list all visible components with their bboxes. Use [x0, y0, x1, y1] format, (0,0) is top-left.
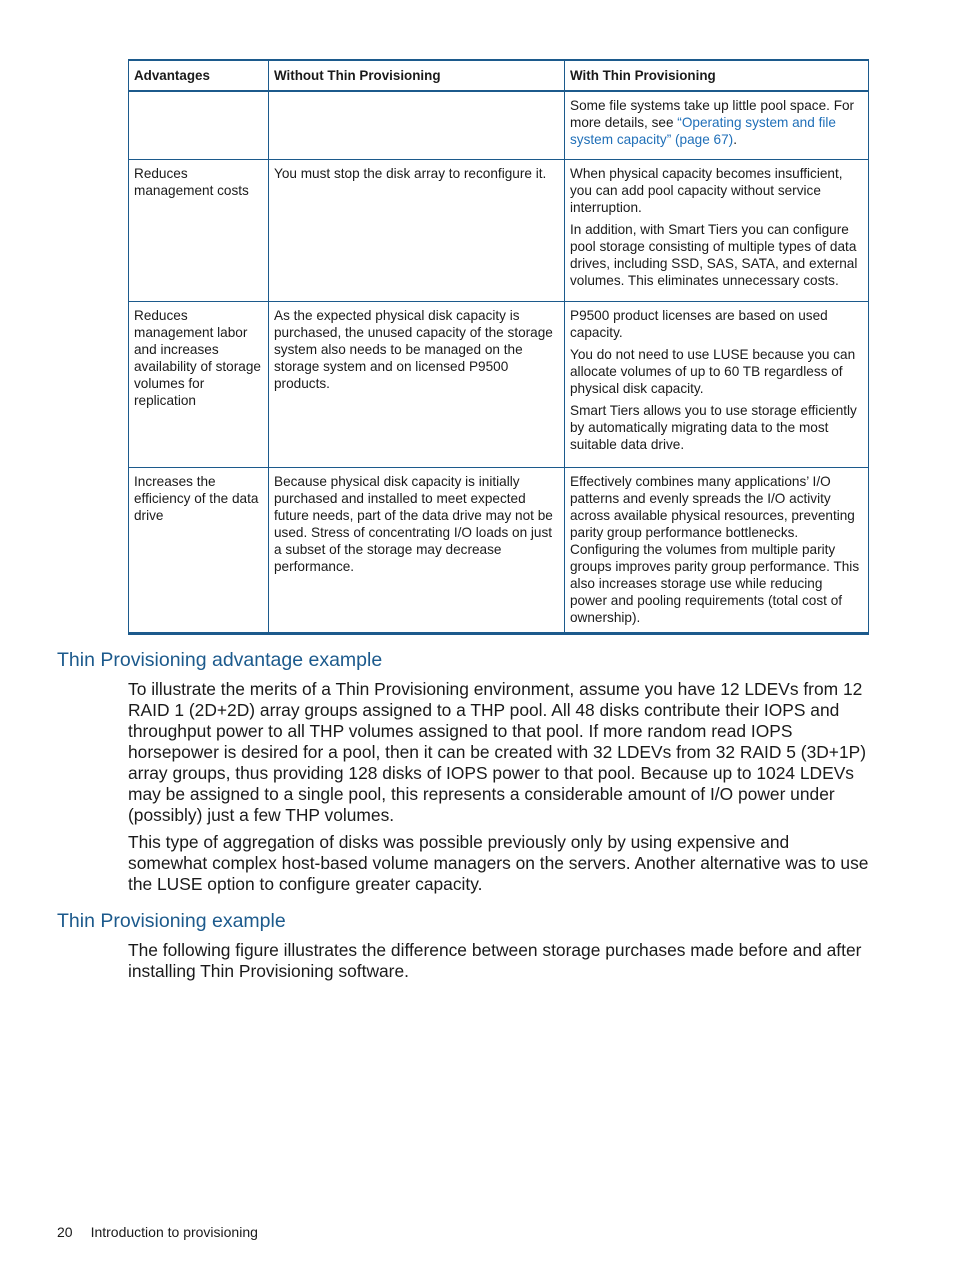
page-footer [57, 1222, 258, 1242]
with-paragraph: P9500 product licenses are based on used capacity. [570, 307, 828, 340]
with-paragraph: Smart Tiers allows you to use storage efficiently by automatically migrating data to the most suitable data drive. [570, 402, 857, 452]
cross-reference-link[interactable]: “Operating system and file system capacity” (page 67) [570, 115, 836, 147]
with-cell [565, 467, 869, 633]
table-row [129, 91, 869, 159]
advantage-cell: Reduces management labor and increases availability of storage volumes for replication [129, 301, 269, 467]
section-heading-example: Thin Provisioning example [57, 910, 286, 932]
with-paragraph: Effectively combines many applications’ I/O patterns and evenly spreads the I/O activity across available physical resources, preventing parity group performance bottlenecks. Configuring the volumes from multiple parity groups improves parity group performance. This also increases storage use while reducing power and pooling requirements (total cost of ownership). [570, 473, 860, 625]
with-paragraph: You do not need to use LUSE because you can allocate volumes of up to 60 TB regardless of physical disk capacity. [570, 346, 856, 396]
with-cell [565, 301, 869, 467]
with-paragraph: Some file systems take up little pool space. For more details, see “Operating system and file system capacity” (page 67). [570, 98, 855, 147]
body-paragraph: To illustrate the merits of a Thin Provisioning environment, assume you have 12 LDEVs from 12 RAID 1 (2D+2D) array groups assigned to a THP pool. All 48 disks contribute their IOPS and throughput power to all THP volumes assigned to that pool. If more random read IOPS horsepower is desired for a pool, then it can be created with 32 LDEVs from 32 RAID 5 (3D+1P) array groups, thus providing 128 disks of IOPS power to that pool. Because up to 1024 LDEVs may be assigned to a single pool, this represents a considerable amount of I/O power under (possibly) just a few THP volumes. [128, 679, 867, 825]
without-cell: You must stop the disk array to reconfigure it. [269, 159, 565, 301]
with-cell [565, 159, 869, 301]
with-paragraph: In addition, with Smart Tiers you can configure pool storage consisting of multiple types of data drives, including SSD, SAS, SATA, and external volumes. This eliminates unnecessary costs. [570, 221, 858, 288]
without-cell: Because physical disk capacity is initially purchased and installed to meet expected future needs, part of the data drive may not be used. Stress of concentrating I/O loads on just a subset of the storage may decrease performance. [269, 467, 565, 633]
advantage-cell [129, 91, 269, 159]
table-row [129, 467, 869, 633]
with-cell [565, 91, 869, 159]
table-row [129, 301, 869, 467]
advantage-cell: Increases the efficiency of the data drive [129, 467, 269, 633]
table-row [129, 159, 869, 301]
header-with-thin-provisioning: With Thin Provisioning [565, 60, 869, 91]
table-header-row [129, 60, 869, 91]
with-paragraph: When physical capacity becomes insufficient, you can add pool capacity without service interruption. [570, 165, 843, 215]
advantages-table [128, 59, 869, 635]
without-cell [269, 91, 565, 159]
header-without-thin-provisioning: Without Thin Provisioning [269, 60, 565, 91]
page-number: 20 [57, 1224, 73, 1240]
advantage-cell: Reduces management costs [129, 159, 269, 301]
body-paragraph: This type of aggregation of disks was possible previously only by using expensive and somewhat complex host-based volume managers on the servers. Another alternative was to use the LUSE option to configure greater capacity. [128, 832, 869, 894]
section-heading-advantage-example: Thin Provisioning advantage example [57, 649, 383, 671]
footer-section-title: Introduction to provisioning [90, 1224, 258, 1240]
without-cell: As the expected physical disk capacity is purchased, the unused capacity of the storage system also needs to be managed on the storage system and on licensed P9500 products. [269, 301, 565, 467]
header-advantages: Advantages [129, 60, 269, 91]
body-paragraph: The following figure illustrates the difference between storage purchases made before and after installing Thin Provisioning software. [128, 940, 862, 981]
